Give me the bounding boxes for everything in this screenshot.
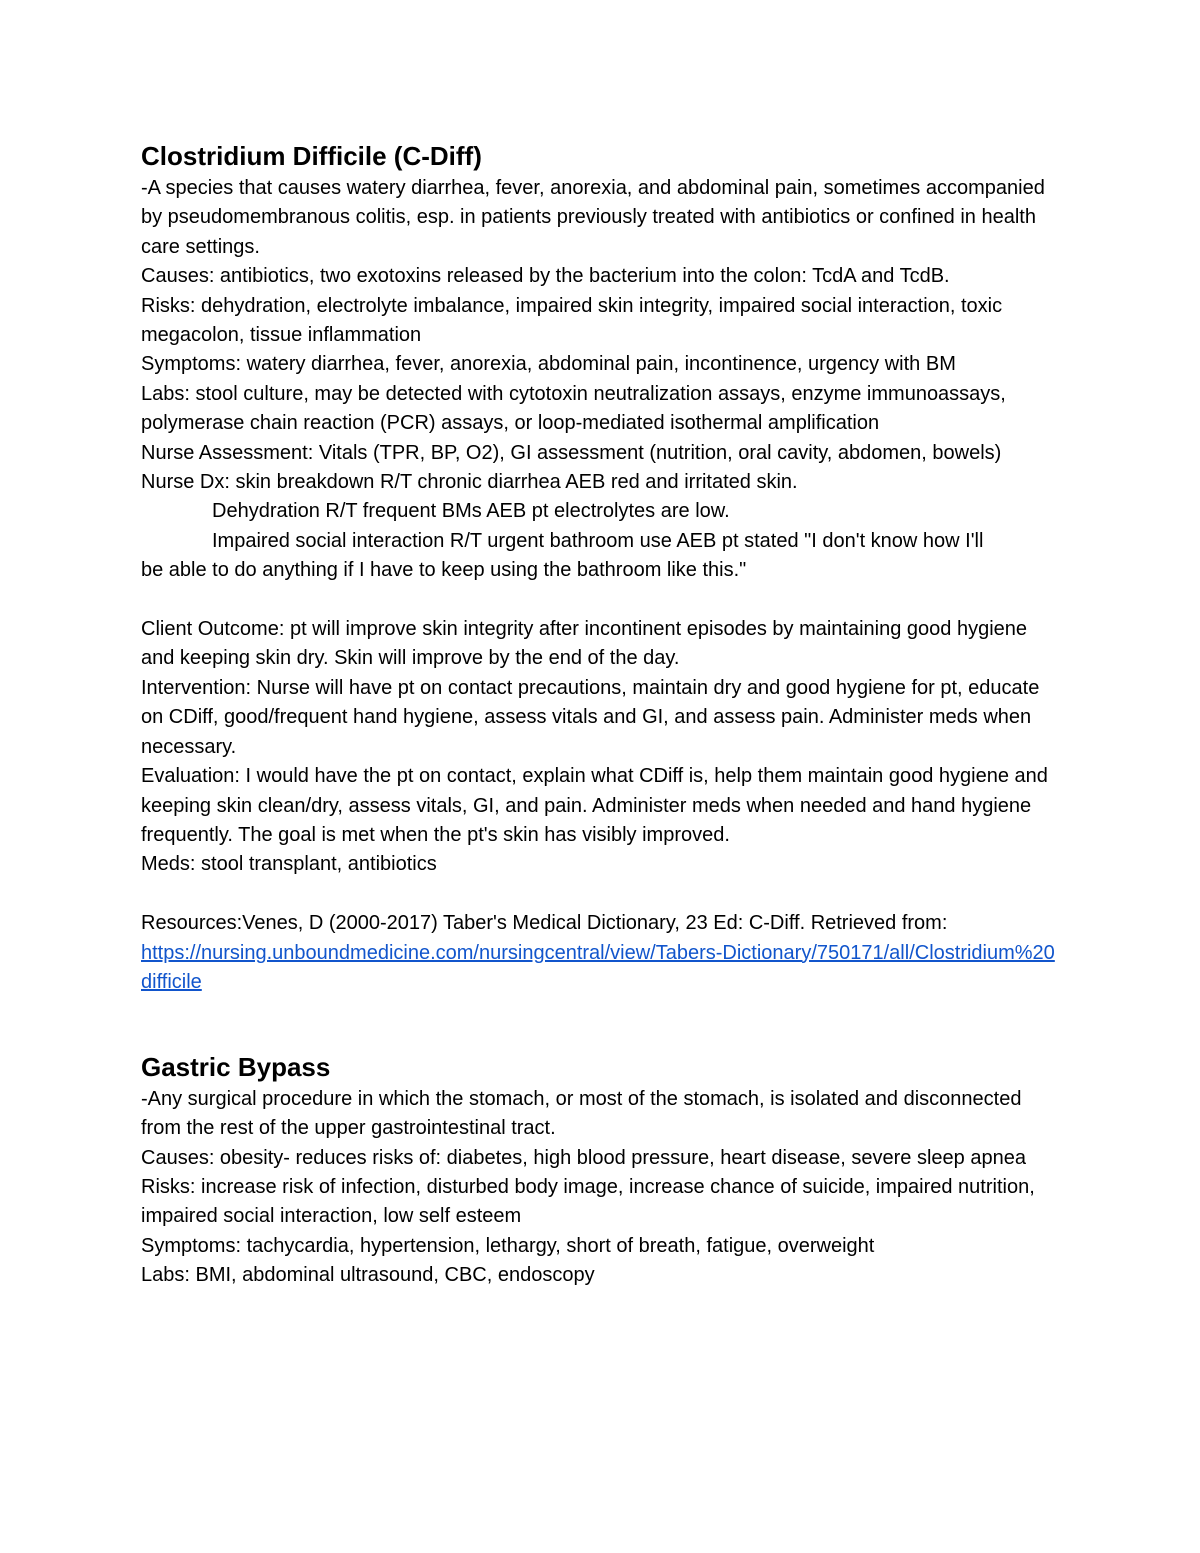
nurse-dx-text: Nurse Dx: skin breakdown R/T chronic diarrhea AEB red and irritated skin. [141,471,798,494]
blank-line [141,997,1061,1026]
nurse-dx-social-text: Impaired social interaction R/T urgent bathroom use AEB pt stated "I don't know how I'll [212,529,984,552]
section-heading-c-diff: Clostridium Difficile (C-Diff) [141,141,482,171]
nurse-dx-dehydration-text: Dehydration R/T frequent BMs AEB pt electrolytes are low. [212,500,730,523]
nurse-dx-social-continued-text: be able to do anything if I have to keep using the bathroom like this." [141,559,747,582]
client-outcome-text: Client Outcome: pt will improve skin integrity after incontinent episodes by maintaining good hygiene and keeping skin dry. Skin will improve by the end of the day. [141,618,1028,670]
section-heading-gastric-bypass: Gastric Bypass [141,1051,331,1082]
definition-text: -A species that causes watery diarrhea, fever, anorexia, and abdominal pain, sometimes accompanied by pseudomembranous colitis, esp. in patients previously treated with antibiotics or confined in health care settings. [141,177,1045,258]
symptoms-text: Symptoms: watery diarrhea, fever, anorexia, abdominal pain, incontinence, urgency with BM [141,353,956,376]
nurse-assessment-text: Nurse Assessment: Vitals (TPR, BP, O2), GI assessment (nutrition, oral cavity, abdomen, bowels) [141,441,1002,464]
blank-line [141,1027,1061,1049]
causes-text: Causes: obesity- reduces risks of: diabetes, high blood pressure, heart disease, severe sleep apnea [141,1146,1026,1169]
blank-line [141,880,1061,909]
risks-text: Risks: dehydration, electrolyte imbalance, impaired skin integrity, impaired social interaction, toxic megacolon, tissue inflammation [141,294,1003,347]
evaluation-text: Evaluation: I would have the pt on contact, explain what CDiff is, help them maintain good hygiene and keeping skin clean/dry, assess vitals, GI, and pain. Administer meds when needed and hand hygiene frequently. The goal is met when the pt's skin has visibly improved. [141,765,1048,846]
intervention-text: Intervention: Nurse will have pt on contact precautions, maintain dry and good hygiene for pt, educate on CDiff, good/frequent hand hygiene, assess vitals and GI, and assess pain. Administer meds when necessary. [141,676,1040,758]
symptoms-text: Symptoms: tachycardia, hypertension, lethargy, short of breath, fatigue, overweight [141,1234,875,1257]
risks-text: Risks: increase risk of infection, disturbed body image, increase chance of suicide, impaired nutrition, impaired social interaction, low self esteem [141,1175,1035,1228]
causes-text: Causes: antibiotics, two exotoxins released by the bacterium into the colon: TcdA and TcdB. [141,265,950,288]
document-page [141,138,1061,1291]
resource-link[interactable]: https://nursing.unboundmedicine.com/nursingcentral/view/Tabers-Dictionary/750171/all/Clostridium%20difficile [141,941,1055,993]
labs-text: Labs: stool culture, may be detected with cytotoxin neutralization assays, enzyme immunoassays, polymerase chain reaction (PCR) assays, or loop-mediated isothermal amplification [141,382,1006,435]
meds-text: Meds: stool transplant, antibiotics [141,853,437,876]
blank-line [141,586,1061,615]
section-gastric-bypass [141,1049,1061,1291]
resources-text: Resources:Venes, D (2000-2017) Taber's Medical Dictionary, 23 Ed: C-Diff. Retrieved from: [141,912,948,935]
definition-text: -Any surgical procedure in which the stomach, or most of the stomach, is isolated and disconnected from the rest of the upper gastrointestinal tract. [141,1087,1022,1140]
labs-text: Labs: BMI, abdominal ultrasound, CBC, endoscopy [141,1264,595,1287]
section-c-diff [141,138,1061,1049]
